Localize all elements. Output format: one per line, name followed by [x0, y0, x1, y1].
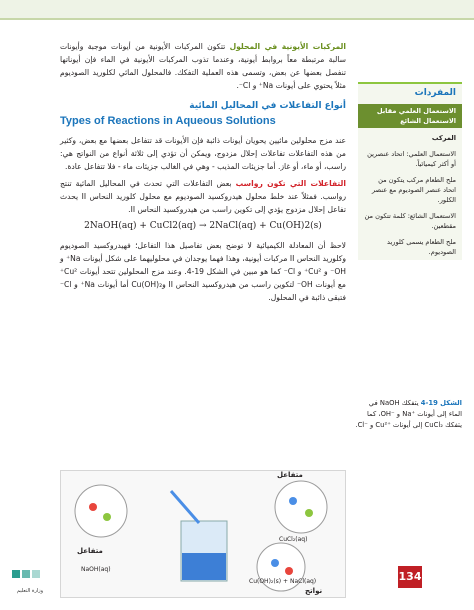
intro-text: تتكون المركبات الأيونية من أيونات موجبة وأيونات سالبة مرتبطة معاً بروابط أيونية، وعندما تذوب المركبات الأيونية في الماء فإن أيوناتها تنفصل بعضها عن بعض، وتسمى هذه العملية التفكك. فالمحلول المائي لكلوريد الصوديوم مثلاً يحتوي على أيونات Na⁺ و Cl⁻. — [60, 42, 346, 90]
vocabulary-sidebar — [358, 82, 462, 260]
sidebar-term — [358, 130, 462, 146]
main-column — [60, 40, 346, 308]
reaction-equation: 2NaOH(aq) + CuCl2(aq) → 2NaCl(aq) + Cu(OH)2(s) — [84, 221, 322, 231]
section-title-ar: أنواع التفاعلات في المحاليل المائية — [189, 101, 346, 111]
ion-dot — [271, 559, 279, 567]
section-text: عند مزج محلولين مائيين يحويان أيونات ذائبة فإن الأيونات قد تتفاعل بعضها مع بعض، وكثير من هذه التفاعلات تفاعلات إحلال مزدوج، ويمكن أن تؤدي إلى ثلاثة أنواع من النواتج هي: راسب، أو ماء، أو غاز. أما جزيئات المذيب - وهي في الغالب جزيئات ماء - فلا تتفاعل عادة. — [60, 136, 346, 171]
reactant-label-left: متفاعل — [77, 547, 103, 555]
sidebar-scientific: الاستعمال العلمي: اتحاد عنصرين أو أكثر كيميائياً. — [367, 150, 456, 168]
sidebar-subtitle: الاستعمال العلمي مقابل الاستعمال الشائع — [358, 104, 462, 128]
products-label: نواتج — [305, 587, 323, 595]
top-band — [0, 0, 474, 18]
reactant-circle-right — [275, 481, 327, 533]
page-number: 134 — [398, 566, 422, 588]
section-title-en: Types of Reactions in Aqueous Solutions — [60, 115, 276, 127]
pour-stream — [171, 491, 199, 523]
precip-text2: لاحظ أن المعادلة الكيميائية لا توضح بعض تفاصيل هذا التفاعل؛ فهيدروكسيد الصوديوم وكلوريد النحاس II مركبات أيونية، وهذا فهما يوجدان في محلوليهما على شكل أيونات Na⁺ و OH⁻ و Cu²⁺ و Cl⁻ كما هو مبين في الشكل 19-4. وعند مزج المحلولين تتحد أيونات Cu²⁺ مع أيونات OH⁻ لتكوين راسب من هيدروكسيد النحاس II وCu(OH)₂ أما أيونات Na⁺ و Cl⁻ فتبقى ذائبة في المحلول. — [60, 241, 346, 302]
reactant-label-right: متفاعل — [277, 471, 303, 479]
top-rule — [0, 18, 474, 20]
ion-dot — [305, 509, 313, 517]
intro-paragraph — [60, 40, 346, 92]
ion-dot — [285, 567, 293, 575]
precip-heading: التفاعلات التي تكون رواسب — [235, 179, 346, 188]
precip-text: بعض التفاعلات التي تحدث في المحاليل المائية تنتج رواسب. فمثلاً عند خلط محلول هيدروكسيد الصوديوم مع محلول كلوريد النحاس II يحدث تفاعل إحلال مزدوج يؤدي إلى تكوين راسب من هيدروكسيد النحاس II. — [60, 179, 346, 214]
figure-label: الشكل 19-4 — [420, 399, 462, 407]
figure-illustration — [61, 471, 345, 597]
term-label: المركب — [431, 134, 456, 142]
blue-precipitate — [182, 553, 226, 580]
figure-19-4 — [60, 470, 346, 598]
sidebar-title: المفردات — [414, 88, 456, 98]
publisher-logo — [8, 566, 52, 594]
publisher-logo-mark — [10, 566, 50, 586]
intro-keyword: المركبات الأيونية في المحلول — [229, 42, 346, 51]
naoh-label: NaOH(aq) — [81, 566, 111, 573]
precip-paragraph — [60, 177, 346, 216]
figure-caption-text: يتفكك NaOH في الماء إلى أيونات ⁺Na و ⁻OH، كما يتفكك CuCl₂ إلى أيونات ⁺Cu² و ⁻Cl. — [355, 399, 462, 429]
ion-dot — [289, 497, 297, 505]
reactant-circle-left — [75, 485, 127, 537]
cucl2-label: CuCl₂(aq) — [279, 536, 308, 543]
ion-dot — [103, 513, 111, 521]
figure-caption — [354, 398, 462, 431]
sidebar-common: الاستعمال الشائع: كلمة تتكون من مقطعين. — [364, 212, 456, 230]
sidebar-example2: ملح الطعام يسمى كلوريد الصوديوم. — [386, 238, 456, 256]
ion-dot — [89, 503, 97, 511]
sidebar-example: ملح الطعام مركب يتكون من اتحاد عنصر الصوديوم مع عنصر الكلور. — [371, 176, 456, 204]
publisher-name: وزارة التعليم — [16, 588, 44, 594]
products-formula: Cu(OH)₂(s) + NaCl(aq) — [249, 578, 317, 585]
